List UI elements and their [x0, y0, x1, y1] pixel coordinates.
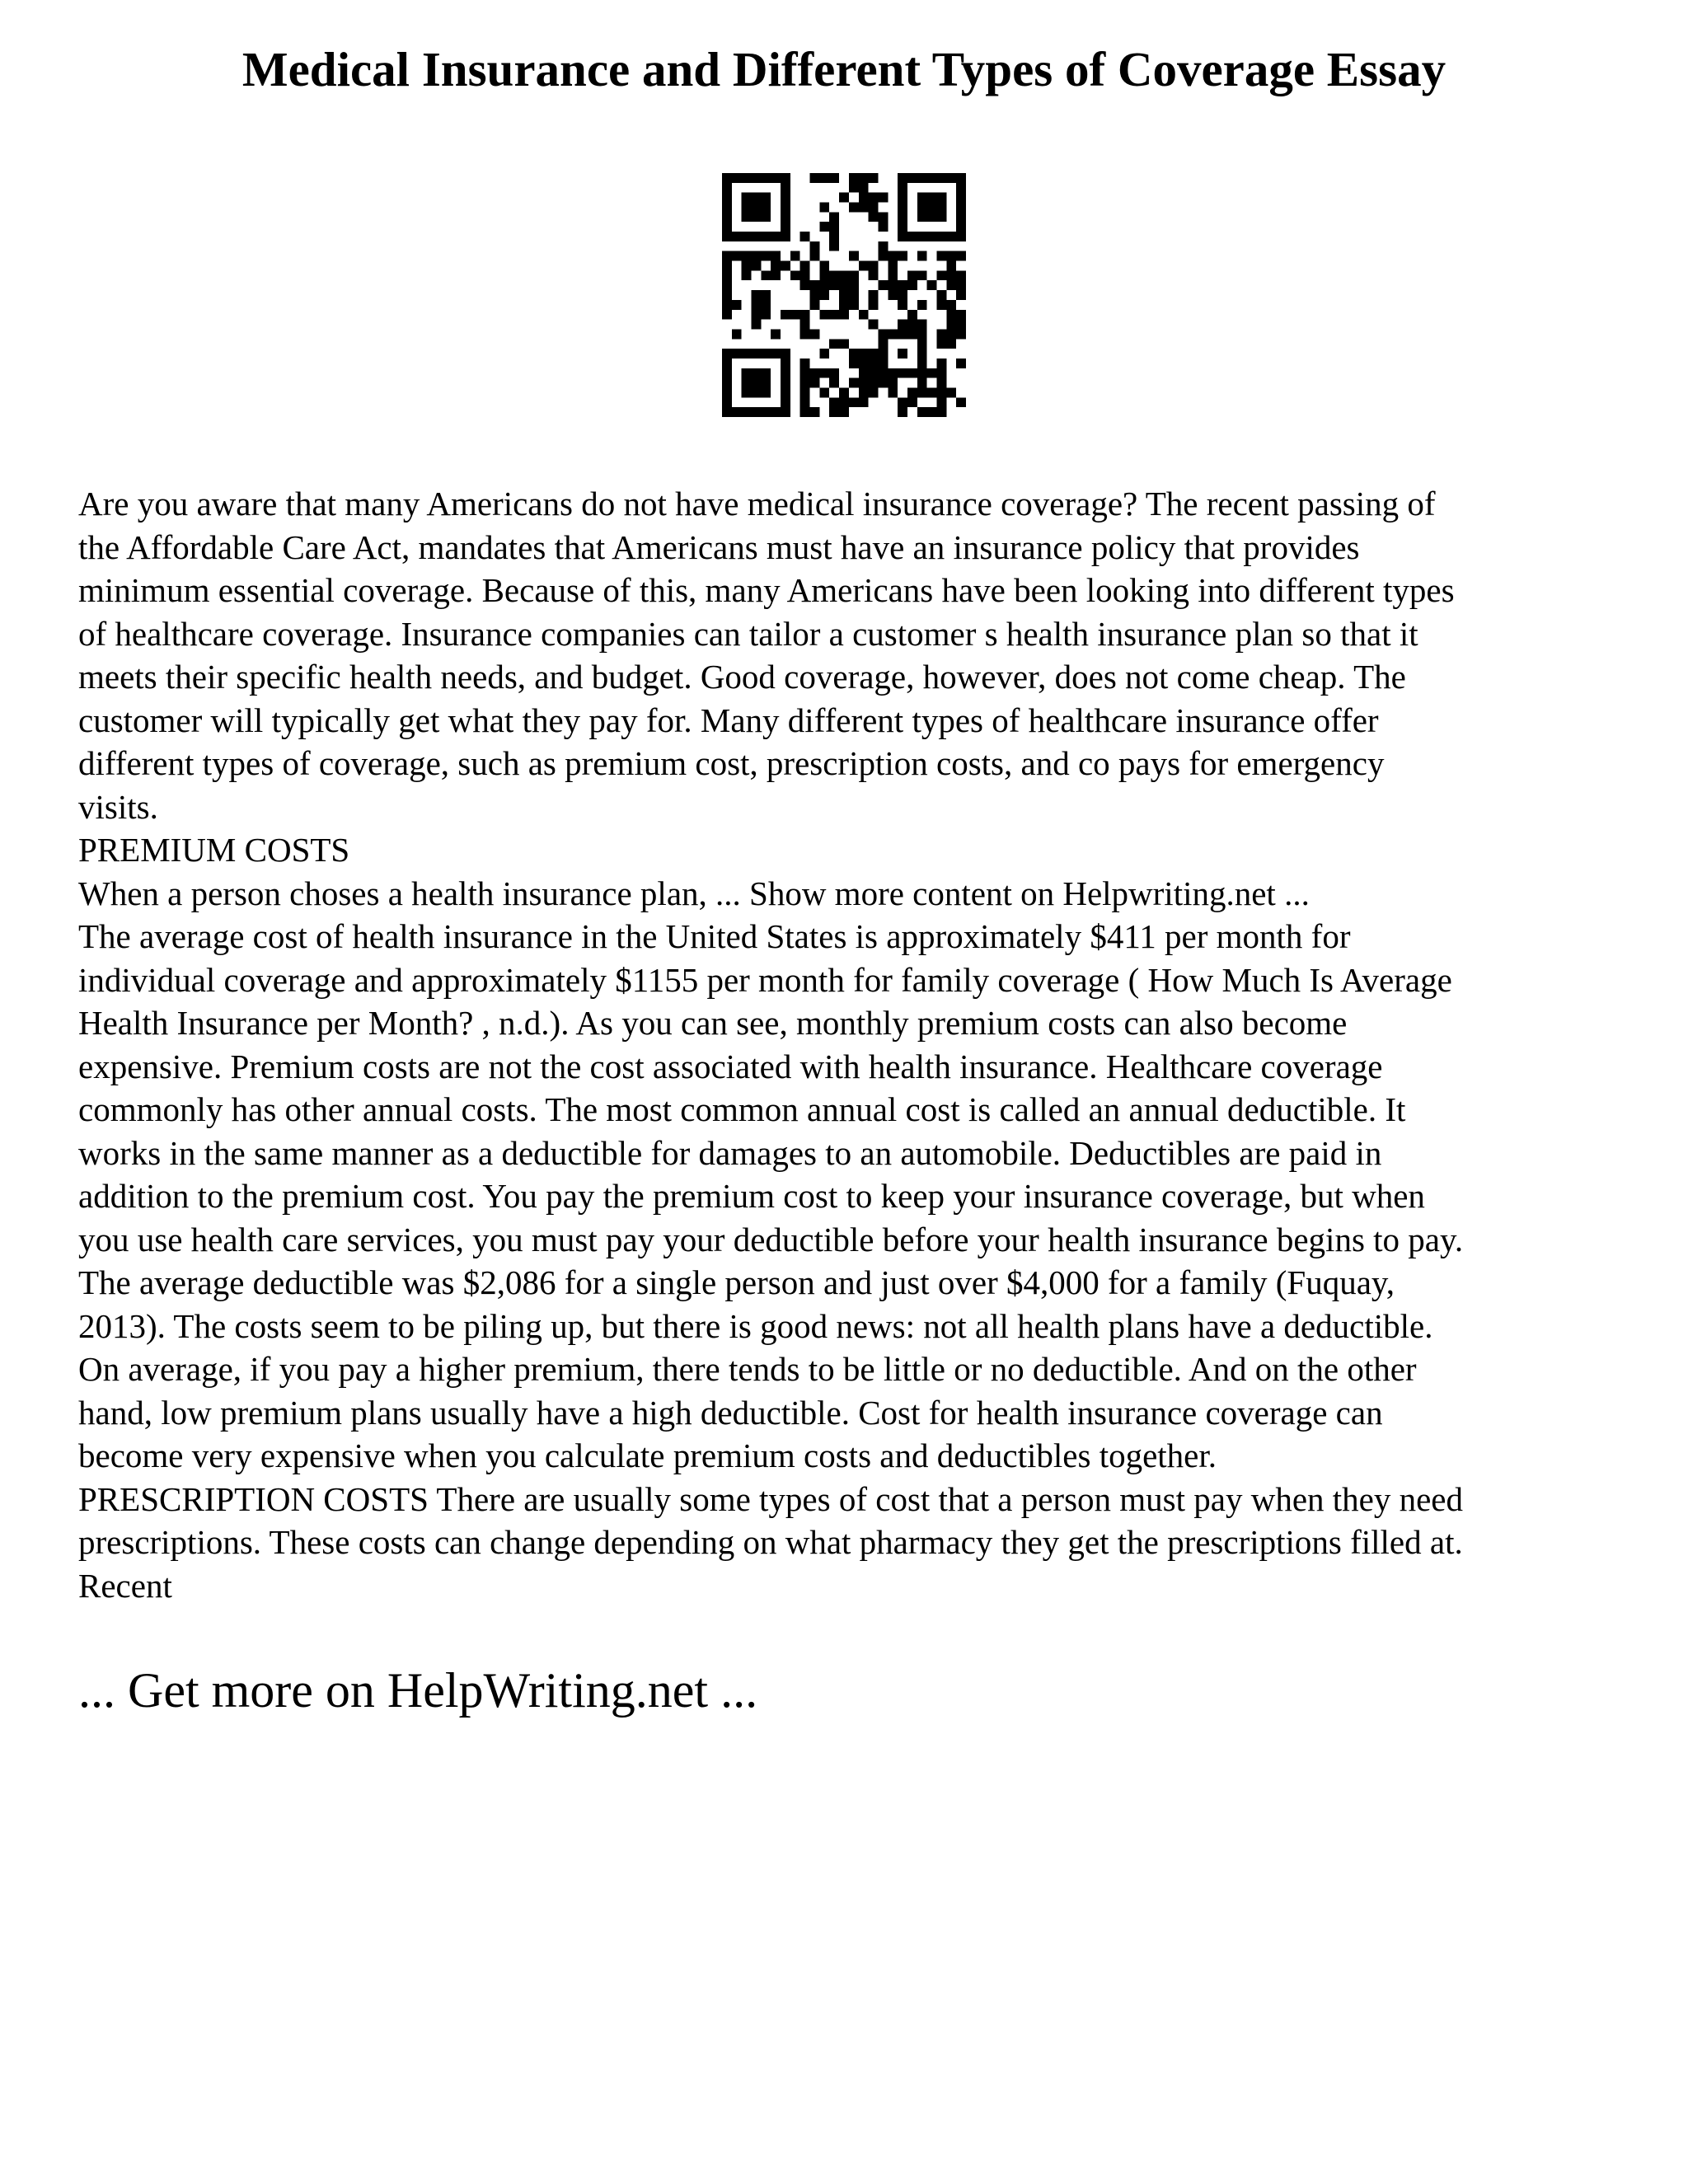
- get-more-link[interactable]: ... Get more on HelpWriting.net ...: [78, 1663, 758, 1718]
- essay-line: On average, if you pay a higher premium, there tends to be little or no deductible. And on the other: [78, 1350, 1417, 1388]
- essay-line: different types of coverage, such as premium cost, prescription costs, and co pays for emergency: [78, 744, 1385, 782]
- essay-line: Recent: [78, 1566, 172, 1605]
- section-heading-prescription-costs: PRESCRIPTION COSTS There are usually some types of cost that a person must pay when they need: [78, 1479, 1463, 1518]
- essay-line: works in the same manner as a deductible for damages to an automobile. Deductibles are paid in: [78, 1133, 1382, 1172]
- essay-line: Health Insurance per Month? , n.d.). As you can see, monthly premium costs can also become: [78, 1004, 1348, 1042]
- essay-line: visits.: [78, 787, 158, 826]
- essay-line: 2013). The costs seem to be piling up, but there is good news: not all health plans have a deductible.: [78, 1306, 1433, 1345]
- essay-line: commonly has other annual costs. The most common annual cost is called an annual deductible. It: [78, 1090, 1406, 1128]
- qr-code-icon: [722, 173, 966, 417]
- essay-line: you use health care services, you must pay your deductible before your health insurance begins to pay.: [78, 1220, 1464, 1258]
- essay-line: hand, low premium plans usually have a high deductible. Cost for health insurance coverage can: [78, 1393, 1383, 1432]
- essay-line: the Affordable Care Act, mandates that Americans must have an insurance policy that provides: [78, 527, 1360, 566]
- essay-line: customer will typically get what they pay for. Many different types of healthcare insurance offer: [78, 701, 1379, 739]
- essay-line: The average cost of health insurance in the United States is approximately $411 per month for: [78, 917, 1351, 955]
- essay-line: minimum essential coverage. Because of this, many Americans have been looking into different types: [78, 571, 1455, 609]
- document-title: Medical Insurance and Different Types of Coverage Essay: [241, 42, 1447, 96]
- essay-line: of healthcare coverage. Insurance companies can tailor a customer s health insurance plan so that it: [78, 614, 1418, 653]
- section-heading-premium-costs: PREMIUM COSTS: [78, 831, 350, 869]
- show-more-line[interactable]: When a person choses a health insurance plan, ... Show more content on Helpwriting.net ...: [78, 874, 1310, 912]
- essay-line: meets their specific health needs, and budget. Good coverage, however, does not come cheap. The: [78, 658, 1406, 696]
- essay-line: expensive. Premium costs are not the cost associated with health insurance. Healthcare coverage: [78, 1047, 1383, 1085]
- essay-line: prescriptions. These costs can change depending on what pharmacy they get the prescriptions filled at.: [78, 1523, 1463, 1561]
- essay-line: Are you aware that many Americans do not have medical insurance coverage? The recent passing of: [78, 485, 1436, 523]
- essay-body: [78, 482, 1644, 1607]
- essay-line: individual coverage and approximately $1155 per month for family coverage ( How Much Is Average: [78, 960, 1452, 999]
- essay-line: addition to the premium cost. You pay the premium cost to keep your insurance coverage, but when: [78, 1177, 1425, 1215]
- essay-line: become very expensive when you calculate premium costs and deductibles together.: [78, 1436, 1217, 1474]
- essay-line: The average deductible was $2,086 for a single person and just over $4,000 for a family (Fuquay,: [78, 1263, 1395, 1301]
